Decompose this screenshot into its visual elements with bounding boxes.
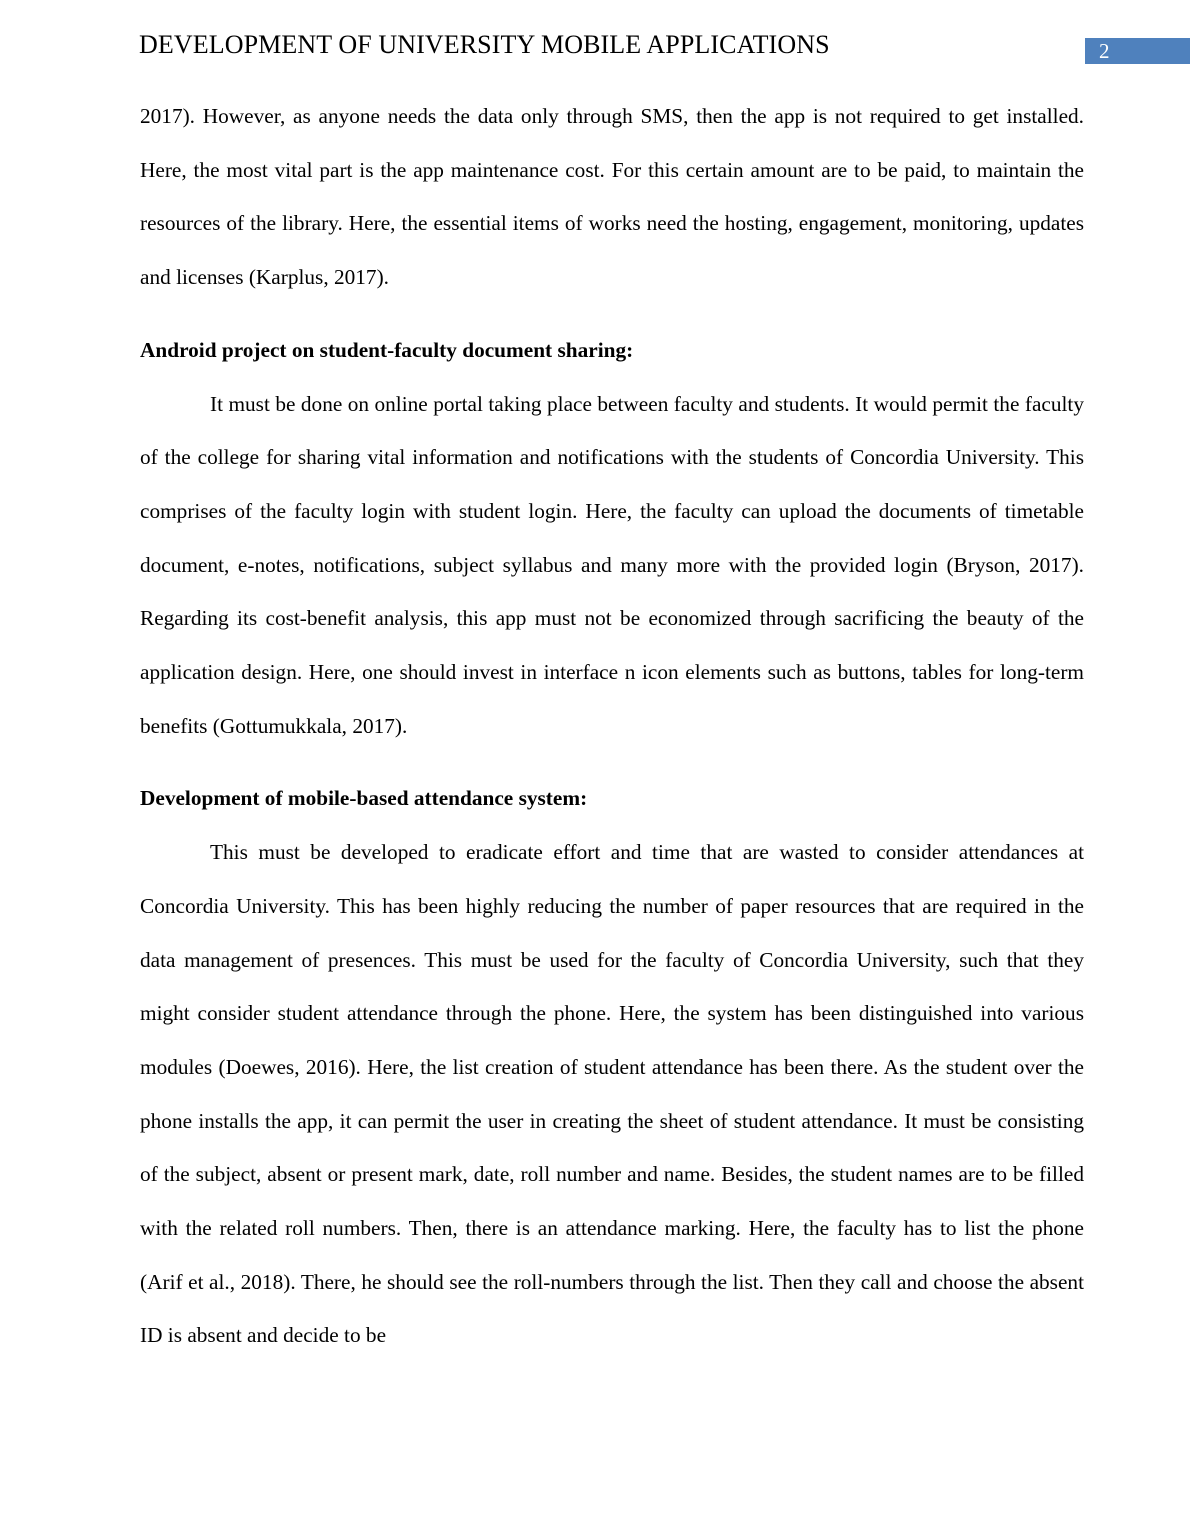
running-head-title: DEVELOPMENT OF UNIVERSITY MOBILE APPLICATIONS bbox=[139, 30, 830, 59]
page-number: 2 bbox=[1099, 39, 1110, 63]
paragraph-continuation: 2017). However, as anyone needs the data only through SMS, then the app is not required to get installed. Here, the most vital part is the app maintenance cost. For this certain amount are to be paid, to maintain the resources of the library. Here, the essential items of works need the hosting, engagement, monitoring, updates and licenses (Karplus, 2017). bbox=[140, 104, 1084, 290]
paragraph-document-sharing: It must be done on online portal taking place between faculty and students. It would permit the faculty of the college for sharing vital information and notifications with the students of Concordia University. This comprises of the faculty login with student login. Here, the faculty can upload the documents of timetable document, e-notes, notifications, subject syllabus and many more with the provided login (Bryson, 2017). Regarding its cost-benefit analysis, this app must not be economized through sacrificing the beauty of the application design. Here, one should invest in interface n icon elements such as buttons, tables for long-term benefits (Gottumukkala, 2017). bbox=[140, 391, 1084, 738]
paragraph-attendance-system: This must be developed to eradicate effort and time that are wasted to consider attendances at Concordia University. This has been highly reducing the number of paper resources that are required in the data management of presences. This must be used for the faculty of Concordia University, such that they might consider student attendance through the phone. Here, the system has been distinguished into various modules (Doewes, 2016). Here, the list creation of student attendance has been there. As the student over the phone installs the app, it can permit the user in creating the sheet of student attendance. It must be consisting of the subject, absent or present mark, date, roll number and name. Besides, the student names are to be filled with the related roll numbers. Then, there is an attendance marking. Here, the faculty has to list the phone (Arif et al., 2018). There, he should see the roll-numbers through the list. Then they call and choose the absent ID is absent and decide to be bbox=[140, 840, 1084, 1348]
section-heading-attendance-system: Development of mobile-based attendance system: bbox=[140, 786, 588, 811]
section-heading-document-sharing: Android project on student-faculty document sharing: bbox=[140, 337, 634, 362]
page-number-box bbox=[1085, 38, 1190, 64]
document-body bbox=[140, 90, 1084, 1363]
